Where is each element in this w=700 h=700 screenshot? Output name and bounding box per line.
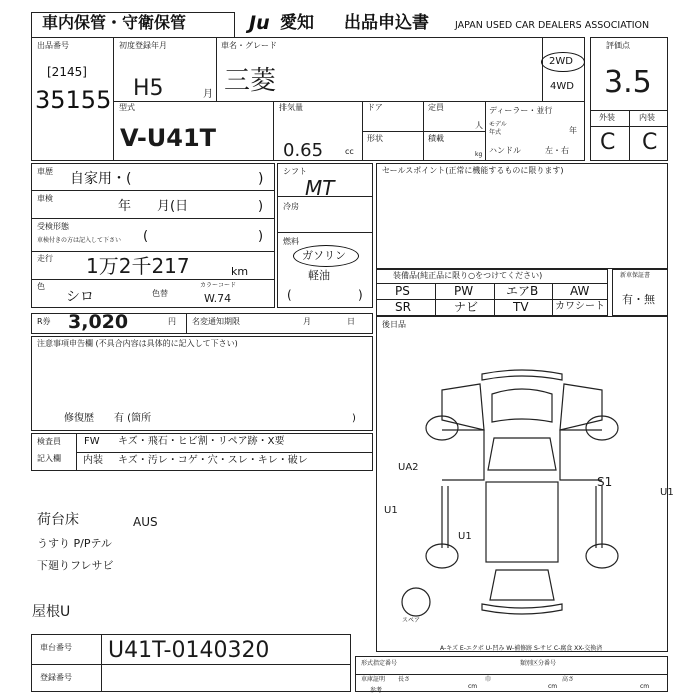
color-code-value: W.74	[204, 292, 232, 305]
vehicle-details-block	[31, 163, 275, 308]
drive-2wd: 2WD	[549, 56, 573, 67]
diagram-mark: S1	[597, 475, 613, 489]
receive-label: 受検形態	[37, 222, 69, 231]
displacement-unit: cc	[345, 147, 354, 156]
divider	[552, 283, 553, 316]
inspector-row2-label: 内装	[83, 455, 103, 466]
divider	[273, 101, 274, 161]
name-change-month: 月	[303, 317, 311, 326]
diagram-mark: U1	[660, 487, 674, 498]
repair-close: )	[352, 413, 356, 424]
handwritten-note: 屋根U	[32, 604, 71, 620]
notes-label: 注意事項申告欄 (不具合内容は具体的に記入して下さい)	[37, 339, 238, 348]
first-reg-label: 初度登録年月	[119, 41, 167, 50]
diagram-rear-bumper	[482, 604, 562, 614]
inspection-text: 年 月(日	[118, 199, 189, 214]
history-label: 車歴	[37, 167, 53, 176]
divider	[113, 37, 114, 161]
equipment-item: ナビ	[454, 300, 479, 314]
handle-options: 左・右	[545, 146, 569, 155]
diagram-right-door	[560, 430, 602, 480]
sales-point-box	[376, 163, 668, 269]
mileage-label: 走行	[37, 254, 53, 263]
divider	[216, 37, 217, 101]
displacement-value: 0.65	[283, 140, 324, 161]
equipment-item: エアB	[506, 284, 539, 298]
door-label: ドア	[367, 103, 383, 112]
divider	[542, 37, 543, 101]
handle-label: ハンドル	[489, 146, 521, 155]
shift-label: シフト	[283, 167, 307, 176]
first-reg-value: H5	[133, 76, 164, 101]
exterior-value: C	[600, 130, 616, 155]
diagram-rear-cab	[490, 570, 554, 600]
fuel-open: (	[287, 288, 292, 302]
model-year-sub: 年式	[489, 129, 502, 136]
diagram-mark: U1	[458, 531, 472, 542]
warranty-options: 有・無	[622, 293, 655, 306]
car-name-label: 車名・グレード	[221, 41, 277, 50]
load-unit: kg	[475, 151, 483, 158]
mileage-unit: km	[231, 265, 249, 278]
equipment-item: PS	[395, 284, 410, 298]
diagram-mark: U1	[384, 505, 398, 516]
inspection-label: 車検	[37, 194, 53, 203]
lot-small-number: [2145]	[47, 65, 87, 79]
association-name: JAPAN USED CAR DEALERS ASSOCIATION	[455, 20, 650, 31]
garage-label: 車庫証明	[361, 676, 386, 683]
divider	[101, 634, 102, 692]
divider	[362, 131, 485, 132]
receive-open: (	[143, 229, 149, 244]
diagram-hood	[492, 389, 552, 422]
diagram-left-door	[442, 430, 484, 480]
repair-label: 修復歴 有 (箇所	[64, 413, 152, 424]
fuel-close: )	[358, 288, 363, 302]
fuel-diesel: 軽油	[308, 269, 330, 282]
shift-value: MT	[305, 176, 335, 200]
inspection-close: )	[258, 199, 264, 214]
height-label: 高さ	[562, 676, 575, 683]
equipment-item: SR	[395, 300, 411, 314]
exterior-label: 外装	[599, 113, 615, 122]
height-unit: cm	[640, 683, 650, 690]
color-code-label: カラーコード	[200, 282, 237, 289]
name-change-label: 名変通知期限	[192, 317, 240, 326]
width-label: 巾	[485, 676, 492, 683]
org-name: 愛知	[280, 13, 314, 33]
color-value: シロ	[66, 289, 94, 305]
divider	[485, 101, 486, 161]
model-label: 型式	[119, 103, 135, 112]
recycle-value: 3,020	[68, 311, 129, 333]
storage-label: 車内保管・守衛保管	[42, 13, 187, 32]
divider	[31, 251, 275, 252]
damage-legend: A-キズ E-エクボ U-凹み W-補修跡 S-サビ C-腐食 XX-交換済	[440, 645, 603, 652]
equipment-label: 装備品(純正品に限り○をつけてください)	[393, 271, 543, 280]
warranty-label: 新車保証書	[620, 272, 651, 279]
fuel-gasoline: ガソリン	[302, 249, 346, 262]
receive-sub: 車検付きの方は記入して下さい	[37, 237, 122, 244]
drive-4wd: 4WD	[550, 81, 574, 92]
divider	[186, 313, 187, 334]
handwritten-note: 荷台床	[37, 512, 79, 528]
registration-label: 登録番号	[40, 673, 72, 682]
lot-number: 35155	[35, 86, 112, 114]
diagram-top-bumper	[482, 370, 562, 380]
cooling-label: 冷房	[283, 202, 299, 211]
after-label: 後日品	[382, 320, 406, 329]
model-value: V-U41T	[120, 124, 217, 152]
shape-label: 形状	[367, 134, 383, 143]
handwritten-note: うすり P/Pテル	[37, 537, 112, 550]
recycle-unit: 円	[168, 317, 176, 326]
dealer-line: ディーラー・並行	[489, 106, 553, 115]
first-reg-unit: 月	[203, 89, 213, 100]
lot-label: 出品番号	[37, 41, 69, 50]
width-unit: cm	[548, 683, 558, 690]
equipment-item: AW	[570, 284, 590, 298]
chassis-value: U41T-0140320	[108, 638, 270, 663]
diagram-cab	[488, 438, 556, 470]
load-label: 積載	[428, 134, 444, 143]
equipment-item: PW	[454, 284, 474, 298]
form-number-label: 形式指定番号	[361, 660, 398, 667]
reference-label: 参考	[370, 687, 383, 694]
fuel-label: 燃料	[283, 237, 299, 246]
chassis-label: 車台番号	[40, 643, 72, 652]
diagram-spare-wheel	[402, 588, 430, 616]
inspector-label-2: 記入欄	[37, 454, 61, 463]
history-close: )	[258, 171, 264, 187]
divider	[31, 190, 275, 191]
diagram-right-front-panel	[560, 384, 602, 430]
divider	[494, 283, 495, 316]
divider	[31, 218, 275, 219]
model-year-unit: 年	[569, 126, 577, 135]
inspector-row2: キズ・汚レ・コゲ・穴・スレ・キレ・破レ	[118, 455, 308, 466]
inspector-label-1: 検査員	[37, 437, 61, 446]
divider	[31, 279, 275, 280]
length-unit: cm	[468, 683, 478, 690]
score-label: 評価点	[606, 41, 630, 50]
divider	[31, 664, 351, 665]
interior-value: C	[642, 130, 658, 155]
inspector-row1-label: FW	[84, 436, 100, 447]
diagram-bed	[486, 482, 558, 562]
handwritten-note: AUS	[133, 515, 158, 529]
color-label: 色	[37, 282, 45, 291]
divider	[355, 674, 668, 675]
ju-logo: Ju	[249, 12, 270, 34]
car-name-value: 三菱	[224, 66, 277, 96]
interior-label: 内装	[639, 113, 655, 122]
diagram-mark: UA2	[398, 462, 419, 473]
diagram-right-side	[596, 486, 602, 548]
car-damage-diagram	[376, 360, 668, 640]
divider	[435, 283, 436, 316]
divider	[629, 110, 630, 161]
diagram-left-side	[442, 486, 448, 548]
displacement-label: 排気量	[279, 103, 303, 112]
divider	[76, 452, 373, 453]
equipment-item: カワシート	[555, 301, 605, 312]
inspector-row1: キズ・飛石・ヒビ割・リペア跡・X要	[118, 436, 285, 447]
history-value: 自家用・(	[70, 171, 132, 187]
model-year-label: モデル	[489, 121, 507, 128]
class-number-label: 類別区分番号	[520, 660, 557, 667]
equipment-item: TV	[513, 300, 529, 314]
length-label: 長さ	[398, 676, 411, 683]
divider	[113, 101, 585, 102]
diagram-left-front-panel	[442, 384, 484, 430]
name-change-day: 日	[347, 317, 355, 326]
sales-point-label: セールスポイント(正常に機能するものに限ります)	[382, 166, 564, 175]
score-value: 3.5	[604, 65, 652, 100]
recycle-label: R券	[37, 317, 51, 326]
capacity-label: 定員	[428, 103, 444, 112]
spare-label: スペア	[402, 617, 421, 624]
receive-close: )	[258, 229, 264, 244]
handwritten-note: 下廻りフレサビ	[37, 559, 114, 572]
form-title: 出品申込書	[344, 13, 429, 33]
capacity-unit: 人	[475, 121, 483, 130]
color-change-label: 色替	[152, 289, 168, 298]
divider	[277, 232, 373, 233]
mileage-value: 1万2千217	[86, 254, 190, 278]
